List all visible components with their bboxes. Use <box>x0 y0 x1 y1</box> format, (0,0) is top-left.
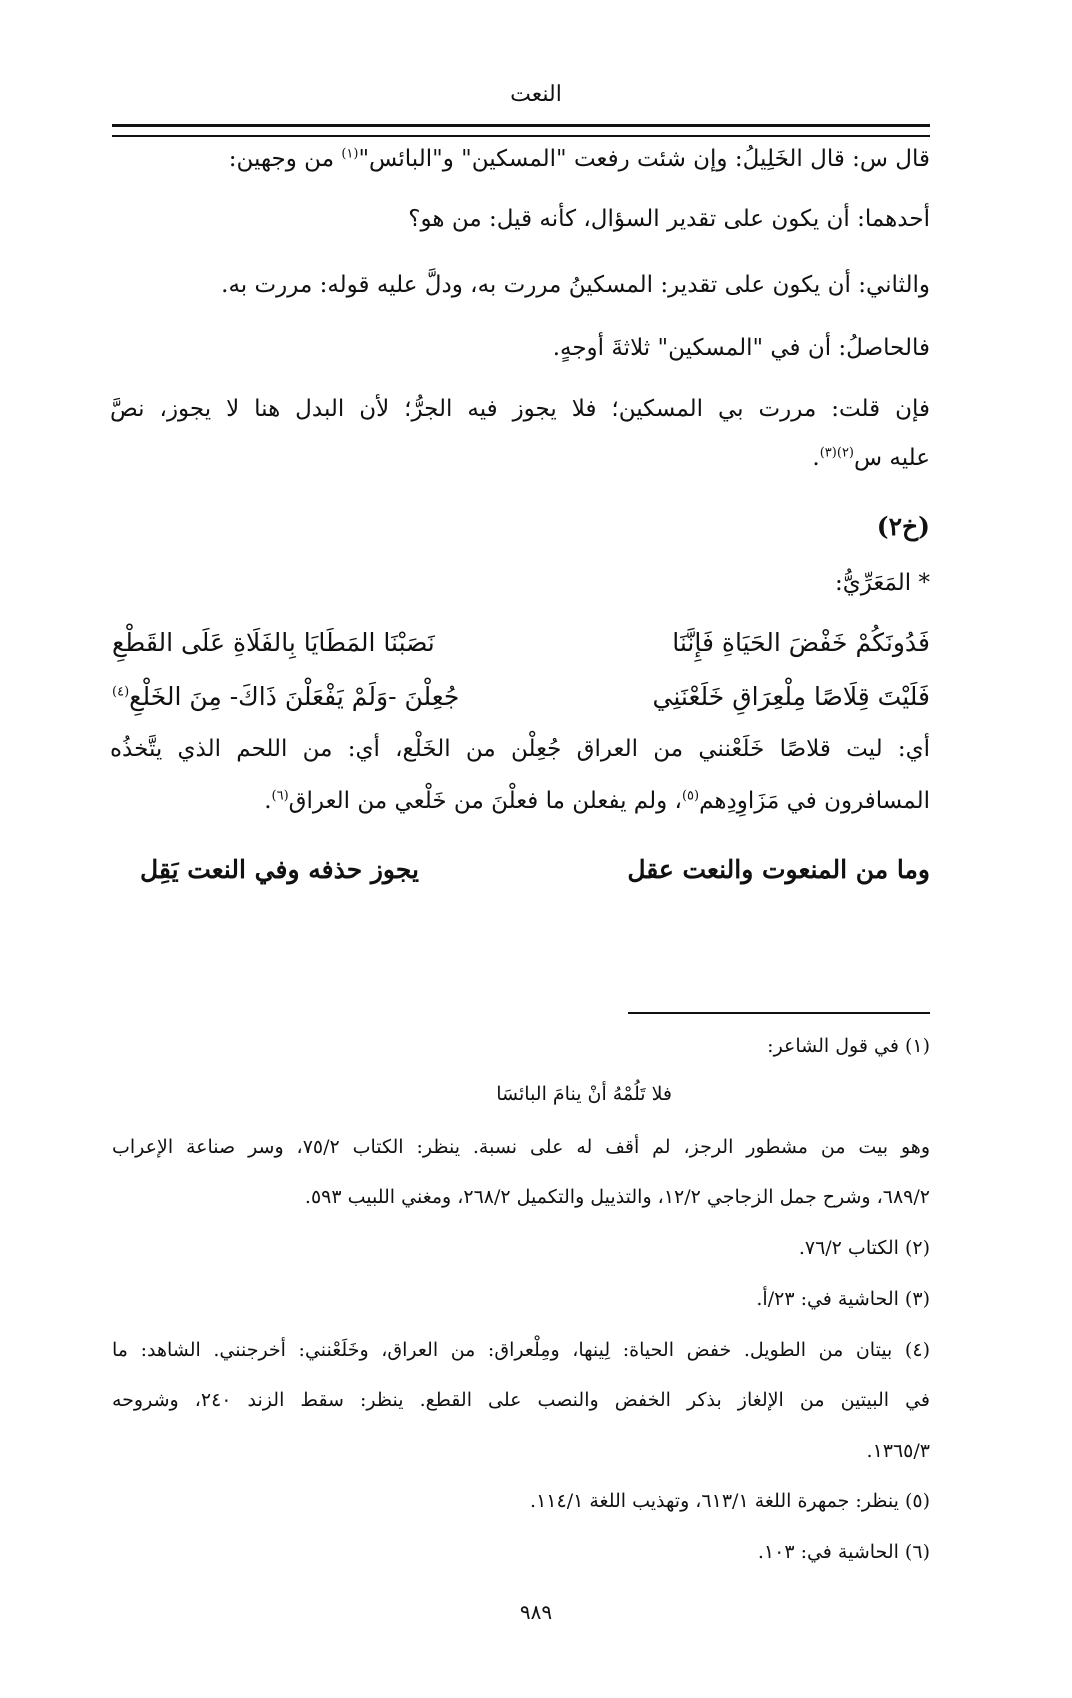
paragraph-6-line-2-b: ، ولم يفعلن ما فعلْنَ من خَلْعي من العراق <box>288 788 682 814</box>
header-rule-thick <box>112 124 930 127</box>
footnote-separator <box>628 1012 930 1014</box>
verse-2-left-hemistich <box>112 682 459 711</box>
footnote-ref-2-3: (٢)(٣) <box>819 445 854 461</box>
paragraph-6-line-1: أي: ليت قلاصًا خَلَعْنني من العراق جُعِلْن من الخَلْع، أي: من اللحم الذي يتَّخذُه <box>110 736 930 762</box>
section-mark: (خ٢) <box>876 512 930 541</box>
footnote-3: (٣) الحاشية في: ٢٣/أ. <box>756 1288 930 1310</box>
footnote-ref-1: (١) <box>341 146 359 162</box>
footnote-5: (٥) ينظر: جمهرة اللغة ٦١٣/١، وتهذيب اللغة ١١٤/١. <box>530 1490 930 1512</box>
footnote-2: (٢) الكتاب ٧٦/٢. <box>798 1237 930 1259</box>
footnote-ref-6: (٦) <box>271 788 289 804</box>
page-number: ٩٨٩ <box>519 1600 553 1624</box>
footnote-4-line-1: (٤) بيتان من الطويل. خفض الحياة: لِينها، ومِلْعراق: من العراق، وخَلَعْنني: أخرجنني. الشاهد: ما <box>112 1339 930 1361</box>
paragraph-5-line-1: فإن قلت: مررت بي المسكين؛ فلا يجوز فيه الجرُّ؛ لأن البدل هنا لا يجوز، نصَّ <box>110 396 930 422</box>
running-header: النعت <box>510 82 562 107</box>
verse-2-left-text: جُعِلْنَ -وَلَمْ يَفْعَلْنَ ذَاكَ- مِنَ الخَلْعِ <box>129 682 460 711</box>
header-rule-thin <box>112 135 930 137</box>
paragraph-2: أحدهما: أن يكون على تقدير السؤال، كأنه قيل: من هو؟ <box>408 206 930 232</box>
rule-verse-right: وما من المنعوت والنعت عقل <box>627 855 930 884</box>
paragraph-6-line-2 <box>264 788 930 814</box>
paragraph-1 <box>229 146 930 172</box>
verse-1-right-hemistich: فَدُونَكُمْ خَفْضَ الحَيَاةِ فَإِنَّنَا <box>672 628 930 657</box>
paragraph-3: والثاني: أن يكون على تقدير: المسكينُ مررت به، ودلَّ عليه قوله: مررت به. <box>221 272 930 298</box>
footnote-4-line-2: في البيتين من الإلغاز بذكر الخفض والنصب على القطع. ينظر: سقط الزند ٢٤٠، وشروحه <box>112 1389 931 1411</box>
footnote-6: (٦) الحاشية في: ١٠٣. <box>757 1541 930 1563</box>
verse-2-right-hemistich: فَلَيْتَ قِلَاصًا مِلْعِرَاقِ خَلَعْنَنِي <box>652 682 930 711</box>
poet-name: * المَعَرِّيُّ: <box>834 570 930 596</box>
paragraph-5-end: . <box>812 445 820 471</box>
verse-1-left-hemistich: نَصَبْنَا المَطَايَا بِالفَلَاةِ عَلَى القَطْعِ <box>112 628 435 657</box>
paragraph-4: فالحاصلُ: أن في "المسكين" ثلاثةَ أوجهٍ. <box>552 335 930 361</box>
paragraph-6-end: . <box>264 788 272 814</box>
footnote-ref-4: (٤) <box>112 684 130 700</box>
paragraph-6-line-2-a: المسافرون في مَزَاوِدِهم <box>699 788 930 814</box>
paragraph-1-text: قال س: قال الخَلِيلُ: وإن شئت رفعت "المسكين" و"البائس" <box>358 146 930 172</box>
paragraph-5-line-2-text: عليه س <box>854 445 930 471</box>
rule-verse-left: يجوز حذفه وفي النعت يَقِل <box>140 855 419 884</box>
paragraph-1-tail: من وجهين: <box>228 146 342 172</box>
paragraph-5-line-2 <box>812 445 930 471</box>
footnote-ref-5: (٥) <box>681 788 700 804</box>
footnote-1-verse: فلا تَلُمْهُ أنْ ينامَ البائسَا <box>496 1083 672 1105</box>
footnote-4-line-3: ١٣٦٥/٣. <box>866 1440 930 1462</box>
footnote-1-line-2: ٦٨٩/٢، وشرح جمل الزجاجي ١٢/٢، والتذييل والتكميل ٢٦٨/٢، ومغني اللبيب ٥٩٣. <box>304 1186 930 1208</box>
footnote-1-line-1: وهو بيت من مشطور الرجز، لم أقف له على نسبة. ينظر: الكتاب ٧٥/٢، وسر صناعة الإعراب <box>112 1136 930 1158</box>
footnote-1-intro: (١) في قول الشاعر: <box>767 1035 930 1057</box>
